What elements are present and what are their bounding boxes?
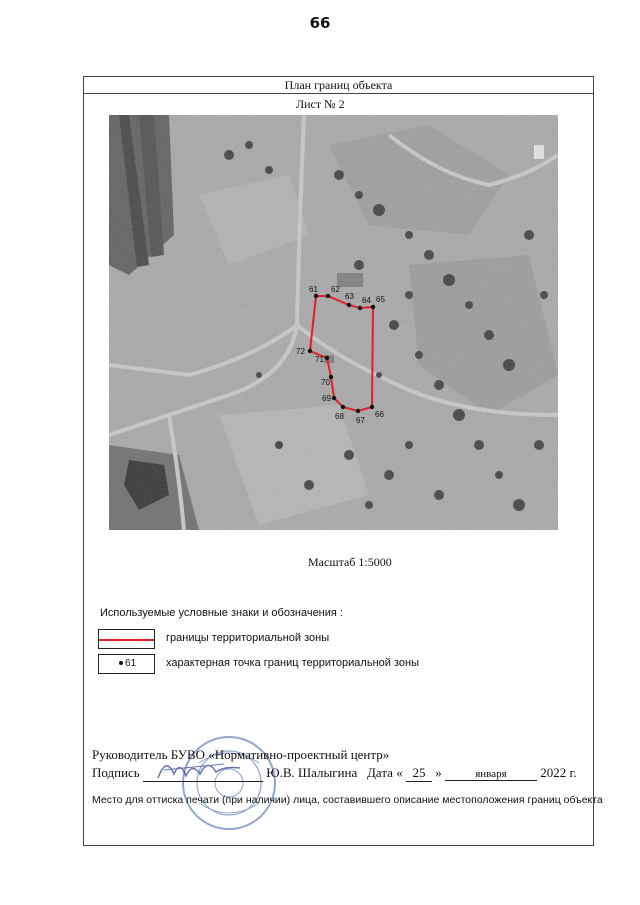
document-title: План границ объекта [84,77,593,94]
date-day: 25 [406,765,432,782]
map-scale: Масштаб 1:5000 [308,555,392,569]
boundary-point-67 [356,409,360,413]
point-symbol [119,658,136,669]
boundary-point-69 [332,396,336,400]
boundary-point-label-66: 66 [375,410,384,419]
boundary-point-71 [325,356,329,360]
boundary-point-label-71: 71 [315,355,324,364]
aerial-map [109,115,558,530]
boundary-point-61 [314,294,318,298]
sign-label: Подпись [92,765,140,780]
date-year: 2022 г. [540,765,577,780]
page-number: 66 [309,14,331,32]
red-line-symbol [99,639,154,641]
signer-name: Ю.В. Шалыгина [266,765,358,780]
signature-blank [143,765,263,782]
stamp-note: Место для оттиска печати (при наличии) лица, составившего описание местоположения границ объекта [92,794,603,806]
boundary-point-label-63: 63 [345,292,354,301]
dot-icon [119,661,123,665]
legend-symbol-boundary [98,629,155,649]
boundary-point-72 [308,349,312,353]
boundary-point-label-70: 70 [321,378,330,387]
boundary-point-label-65: 65 [376,295,385,304]
boundary-point-label-62: 62 [331,285,340,294]
boundary-point-label-61: 61 [309,285,318,294]
legend-title: Используемые условные знаки и обозначения : [100,607,343,619]
map-svg [109,115,558,530]
boundary-point-label-72: 72 [296,347,305,356]
legend-symbol-point [98,654,155,674]
date-label: Дата « [367,765,403,780]
legend-text-point: характерная точка границ территориальной зоны [166,657,419,669]
boundary-point-label-69: 69 [322,394,331,403]
point-symbol-label: 61 [125,658,137,669]
date-close: » [435,765,442,780]
boundary-point-label-67: 67 [356,416,365,425]
boundary-point-label-68: 68 [335,412,344,421]
date-month: января [445,768,537,781]
boundary-point-62 [326,294,330,298]
boundary-point-label-64: 64 [362,296,371,305]
boundary-point-66 [370,405,374,409]
document-frame [83,76,603,846]
boundary-point-63 [347,303,351,307]
organization-head: Руководитель БУВО «Нормативно-проектный центр» [92,747,390,762]
legend-text-boundary: границы территориальной зоны [166,632,330,644]
boundary-point-68 [341,405,345,409]
boundary-point-65 [371,305,375,309]
signature-line [92,765,577,782]
sheet-number: Лист № 2 [296,97,345,111]
boundary-point-64 [358,306,362,310]
